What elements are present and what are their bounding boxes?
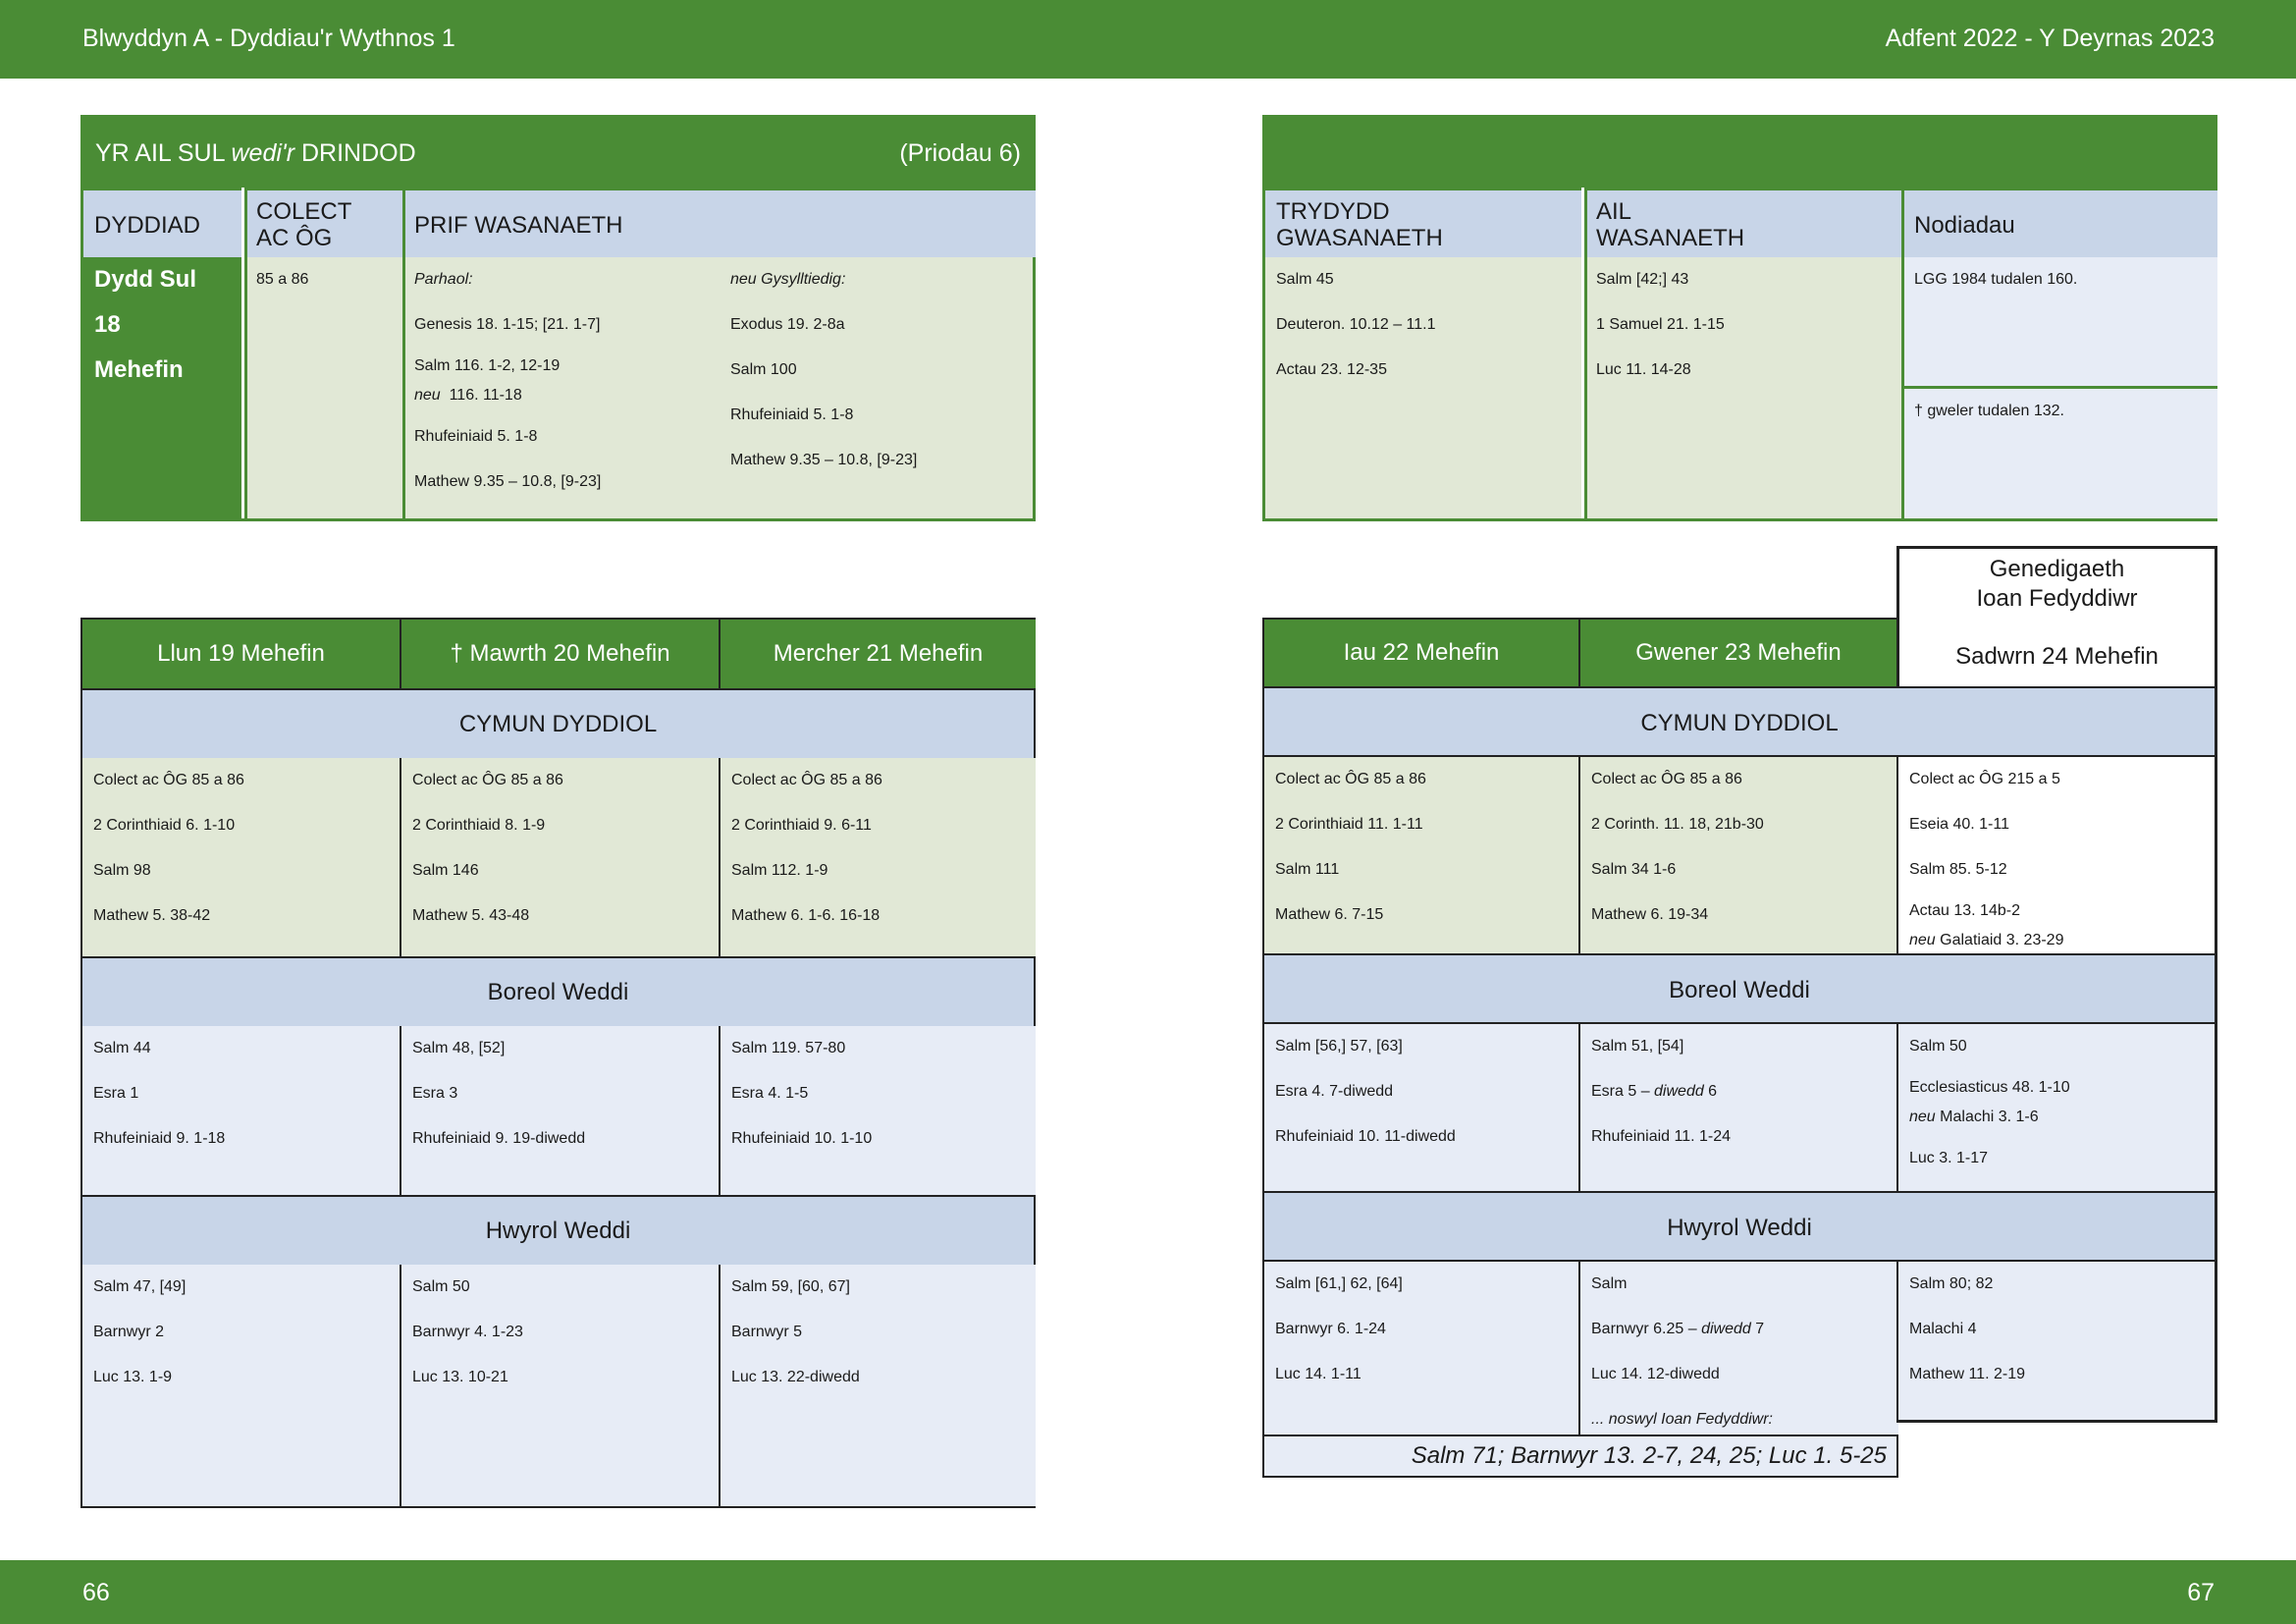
cymun-dyddiol-label-right: CYMUN DYDDIOL: [1262, 686, 2217, 757]
col-header-dyddiad: DYDDIAD: [83, 188, 241, 260]
page-footer: [0, 1560, 2296, 1624]
sunday-gysylltiedig-cell: neu Gysylltiedig: Exodus 19. 2-8a Salm 100 Rhufeiniaid 5. 1-8 Mathew 9.35 – 10.8, [9-23]: [721, 257, 1033, 518]
page-number-right: 67: [2187, 1579, 2215, 1606]
cymun-cell-llun: Colect ac ÔG 85 a 86 2 Corinthiaid 6. 1-10 Salm 98 Mathew 5. 38-42: [82, 758, 400, 956]
sunday-colect-cell: 85 a 86: [244, 257, 402, 518]
col-header-nodiadau: Nodiadau: [1901, 188, 2217, 260]
header-right-title: Adfent 2022 - Y Deyrnas 2023: [1885, 25, 2215, 52]
cymun-dyddiol-label: CYMUN DYDDIOL: [82, 688, 1034, 760]
boreol-cell-iau: Salm [56,] 57, [63] Esra 4. 7-diwedd Rhufeiniaid 10. 11-diwedd: [1262, 1024, 1580, 1191]
day-header-gwener: Gwener 23 Mehefin: [1578, 618, 1898, 688]
cymun-cell-gwener: Colect ac ÔG 85 a 86 2 Corinth. 11. 18, 21b-30 Salm 34 1-6 Mathew 6. 19-34: [1578, 757, 1898, 953]
weekday-table-left: [80, 618, 1036, 1508]
col-header-colect: COLECT AC ÔG: [244, 188, 402, 260]
boreol-cell-gwener: Salm 51, [54] Esra 5 – diwedd 6 Rhufeiniaid 11. 1-24: [1578, 1024, 1898, 1191]
sunday-main-table: [80, 115, 1036, 521]
col-header-ail: AIL WASANAETH: [1584, 188, 1901, 260]
cymun-cell-iau: Colect ac ÔG 85 a 86 2 Corinthiaid 11. 1-11 Salm 111 Mathew 6. 7-15: [1262, 757, 1580, 953]
vigil-readings: Salm 71; Barnwyr 13. 2-7, 24, 25; Luc 1. 5-25: [1262, 1436, 1898, 1478]
sunday-title: YR AIL SUL wedi'r DRINDOD: [95, 139, 416, 167]
trydydd-cell: Salm 45 Deuteron. 10.12 – 11.1 Actau 23. 12-35: [1265, 257, 1581, 518]
boreol-cell-llun: Salm 44 Esra 1 Rhufeiniaid 9. 1-18: [82, 1026, 400, 1195]
boreol-cell-mawrth: Salm 48, [52] Esra 3 Rhufeiniaid 9. 19-diwedd: [400, 1026, 719, 1195]
cymun-cell-mawrth: Colect ac ÔG 85 a 86 2 Corinthiaid 8. 1-9 Salm 146 Mathew 5. 43-48: [400, 758, 719, 956]
sunday-secondary-table: [1262, 115, 2217, 521]
hwyrol-cell-sadwrn: Salm 80; 82 Malachi 4 Mathew 11. 2-19: [1896, 1262, 2217, 1423]
hwyrol-cell-mercher: Salm 59, [60, 67] Barnwyr 5 Luc 13. 22-diwedd: [719, 1265, 1036, 1506]
day-header-iau: Iau 22 Mehefin: [1262, 618, 1580, 688]
feast-header-box: Genedigaeth Ioan Fedyddiwr Sadwrn 24 Mehefin: [1896, 546, 2217, 688]
boreol-weddi-label: Boreol Weddi: [82, 956, 1034, 1028]
weekday-table-right: [1262, 618, 2217, 1506]
sunday-date-cell: Dydd Sul 18 Mehefin: [83, 257, 241, 518]
page-header: [0, 0, 2296, 79]
ail-cell: Salm [42;] 43 1 Samuel 21. 1-15 Luc 11. 14-28: [1584, 257, 1901, 518]
col-header-prif-wasanaeth: PRIF WASANAETH: [402, 188, 1036, 260]
boreol-cell-mercher: Salm 119. 57-80 Esra 4. 1-5 Rhufeiniaid 10. 1-10: [719, 1026, 1036, 1195]
cymun-cell-sadwrn: Colect ac ÔG 215 a 5 Eseia 40. 1-11 Salm 85. 5-12 Actau 13. 14b-2 neu Galatiaid 3. 23-29: [1896, 757, 2217, 953]
day-header-mawrth: † Mawrth 20 Mehefin: [400, 620, 719, 688]
header-left-title: Blwyddyn A - Dyddiau'r Wythnos 1: [82, 25, 455, 52]
day-header-mercher: Mercher 21 Mehefin: [719, 620, 1036, 688]
nodiadau-cell-bottom: † gweler tudalen 132.: [1901, 389, 2217, 518]
hwyrol-weddi-label-right: Hwyrol Weddi: [1262, 1191, 2217, 1262]
secondary-title-bar: [1265, 118, 2215, 188]
cymun-cell-mercher: Colect ac ÔG 85 a 86 2 Corinthiaid 9. 6-11 Salm 112. 1-9 Mathew 6. 1-6. 16-18: [719, 758, 1036, 956]
sunday-reference: (Priodau 6): [899, 139, 1021, 167]
boreol-cell-sadwrn: Salm 50 Ecclesiasticus 48. 1-10 neu Malachi 3. 1-6 Luc 3. 1-17: [1896, 1024, 2217, 1191]
hwyrol-cell-mawrth: Salm 50 Barnwyr 4. 1-23 Luc 13. 10-21: [400, 1265, 719, 1506]
sunday-parhaol-cell: Parhaol: Genesis 18. 1-15; [21. 1-7] Salm 116. 1-2, 12-19 neu 116. 11-18 Rhufeiniaid 5. 1-8 Mathew 9.35 – 10.8, [9-23]: [402, 257, 724, 518]
hwyrol-cell-iau: Salm [61,] 62, [64] Barnwyr 6. 1-24 Luc 14. 1-11: [1262, 1262, 1580, 1436]
day-header-llun: Llun 19 Mehefin: [82, 620, 400, 688]
boreol-weddi-label-right: Boreol Weddi: [1262, 953, 2217, 1024]
hwyrol-weddi-label: Hwyrol Weddi: [82, 1195, 1034, 1267]
sunday-title-bar: [83, 118, 1033, 188]
page-number-left: 66: [82, 1579, 110, 1606]
col-header-trydydd: TRYDYDD GWASANAETH: [1265, 188, 1581, 260]
hwyrol-cell-llun: Salm 47, [49] Barnwyr 2 Luc 13. 1-9: [82, 1265, 400, 1506]
nodiadau-cell-top: LGG 1984 tudalen 160.: [1901, 257, 2217, 389]
hwyrol-cell-gwener: Salm Barnwyr 6.25 – diwedd 7 Luc 14. 12-diwedd ... noswyl Ioan Fedyddiwr:: [1578, 1262, 1898, 1436]
